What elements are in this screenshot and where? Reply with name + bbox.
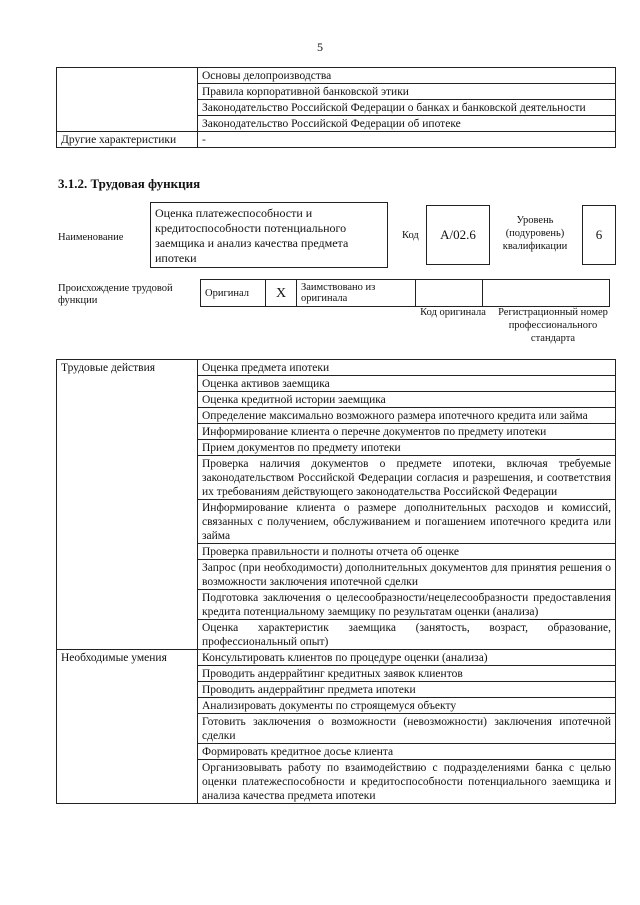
skill-item: Проводить андеррайтинг кредитных заявок клиентов xyxy=(198,666,616,682)
skill-item: Анализировать документы по строящемуся объекту xyxy=(198,698,616,714)
knowledge-item: Правила корпоративной банковской этики xyxy=(198,84,616,100)
labor-action-item: Информирование клиента о перечне документов по предмету ипотеки xyxy=(198,424,616,440)
labor-action-item: Оценка кредитной истории заемщика xyxy=(198,392,616,408)
reg-number-cell xyxy=(483,280,610,307)
labor-action-item: Проверка правильности и полноты отчета об оценке xyxy=(198,544,616,560)
code-original-label: Код оригинала xyxy=(420,307,486,318)
skill-item: Консультировать клиентов по процедуре оценки (анализа) xyxy=(198,650,616,666)
section-heading: 3.1.2. Трудовая функция xyxy=(58,176,201,191)
code-original-cell xyxy=(416,280,483,307)
skill-item: Формировать кредитное досье клиента xyxy=(198,744,616,760)
labor-action-item: Информирование клиента о размере дополнительных расходов и комиссий, связанных с получением, обслуживанием и погашением ипотечного кредита или займа xyxy=(198,500,616,544)
original-mark: Х xyxy=(266,280,297,307)
other-characteristics-label: Другие характеристики xyxy=(57,132,198,148)
name-label: Наименование xyxy=(58,232,124,243)
knowledge-item: Основы делопроизводства xyxy=(198,68,616,84)
labor-action-item: Оценка предмета ипотеки xyxy=(198,360,616,376)
skill-item: Проводить андеррайтинг предмета ипотеки xyxy=(198,682,616,698)
other-characteristics-value: - xyxy=(198,132,616,148)
labor-action-item: Запрос (при необходимости) дополнительных документов для принятия решения о возможности заключения ипотечной сделки xyxy=(198,560,616,590)
knowledge-label-cell xyxy=(57,68,198,132)
labor-action-item: Оценка активов заемщика xyxy=(198,376,616,392)
knowledge-table xyxy=(56,67,616,148)
required-skills-label: Необходимые умения xyxy=(57,650,198,804)
original-label: Оригинал xyxy=(201,280,266,307)
labor-action-item: Определение максимально возможного размера ипотечного кредита или займа xyxy=(198,408,616,424)
function-name-box: Оценка платежеспособности и кредитоспособности потенциального заемщика и анализ качества предмета ипотеки xyxy=(150,202,388,268)
labor-action-item: Проверка наличия документов о предмете ипотеки, включая требуемые законодательством Российской Федерации согласия и разрешения, и соответствия их требованиям действующего законодательства Российской Федерации xyxy=(198,456,616,500)
skill-item: Организовывать работу по взаимодействию с подразделениями банка с целью оценки платежеспособности и кредитоспособности потенциального заемщика и анализа качества предмета ипотеки xyxy=(198,760,616,804)
level-label: Уровень (подуровень) квалификации xyxy=(502,215,568,252)
labor-action-item: Прием документов по предмету ипотеки xyxy=(198,440,616,456)
origin-label: Происхождение трудовой функции xyxy=(58,283,173,306)
borrowed-label: Заимствовано из оригинала xyxy=(297,280,416,307)
level-box: 6 xyxy=(582,205,616,265)
code-box: А/02.6 xyxy=(426,205,490,265)
skill-item: Готовить заключения о возможности (невозможности) заключения ипотечной сделки xyxy=(198,714,616,744)
labor-action-item: Подготовка заключения о целесообразности/нецелесообразности предоставления кредита потенциальному заемщику по результатам оценки (анализа) xyxy=(198,590,616,620)
labor-action-item: Оценка характеристик заемщика (занятость, возраст, образование, профессиональный опыт) xyxy=(198,620,616,650)
origin-table xyxy=(200,279,610,307)
knowledge-item: Законодательство Российской Федерации о банках и банковской деятельности xyxy=(198,100,616,116)
labor-actions-label: Трудовые действия xyxy=(57,360,198,650)
labor-function-table xyxy=(56,359,616,804)
page-number: 5 xyxy=(317,40,323,54)
knowledge-item: Законодательство Российской Федерации об ипотеке xyxy=(198,116,616,132)
code-label: Код xyxy=(402,230,419,241)
reg-number-label: Регистрационный номер профессионального стандарта xyxy=(498,307,608,344)
